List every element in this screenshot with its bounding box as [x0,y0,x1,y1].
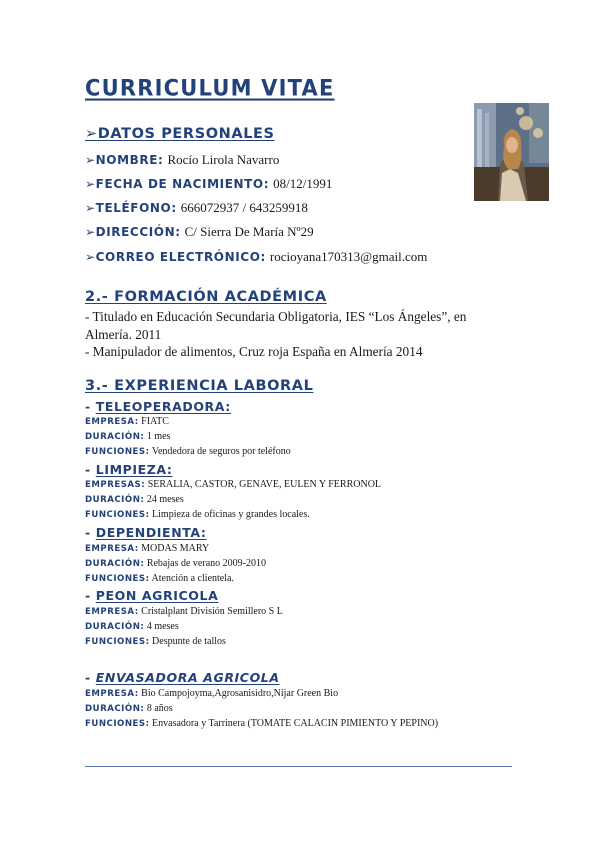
education-item: - Manipulador de alimentos, Cruz roja España en Almería 2014 [85,344,423,359]
job-row [85,703,173,714]
field-birthdate-value: 08/12/1991 [273,176,333,191]
job-row-value: 1 mes [146,431,171,442]
job-row-value: Despunte de tallos [152,636,226,647]
job-row-value: Vendedora de seguros por teléfono [151,446,291,457]
job-row [85,416,169,427]
job-row-value: Atención a clientela. [151,573,234,584]
job-row [85,479,381,490]
job-row-value: Envasadora y Tarrinera (TOMATE CALACIN PIMIENTO Y PEPINO) [152,718,439,729]
job-title-text: ENVASADORA AGRICOLA [95,670,280,685]
profile-photo-image [474,103,549,201]
job-row-key: FUNCIONES: [85,719,150,729]
job-row-key: FUNCIONES: [85,447,150,457]
field-phone-value: 666072937 / 643259918 [180,200,308,215]
job-row-key: EMPRESA: [85,544,139,554]
job-row-value: Bio Campojoyma,Agrosanisidro,Nijar Green Bio [141,688,339,699]
job-title: - PEON AGRICOLA [85,588,219,603]
job-row-key: DURACIÓN: [85,704,145,714]
job-row-key: EMPRESAS: [85,480,146,490]
job-row-key: EMPRESA: [85,689,139,699]
field-email [85,248,427,266]
job-row-key: FUNCIONES: [85,574,150,584]
job-title: - LIMPIEZA: [85,462,173,477]
job-row-key: DURACIÓN: [85,432,145,442]
job-row-value: 8 años [146,703,173,714]
job-row-value: SERALIA, CASTOR, GENAVE, EULEN Y FERRONOL [147,479,382,490]
job-row-key: DURACIÓN: [85,495,145,505]
field-birthdate [85,175,332,193]
profile-photo [474,103,549,201]
job-row [85,509,310,520]
job-row-value: FIATC [141,416,169,427]
job-title: - ENVASADORA AGRICOLA [85,670,280,685]
job-title-text: LIMPIEZA: [95,462,173,477]
job-title-text: DEPENDIENTA: [95,525,207,540]
personal-heading: ➢DATOS PERSONALES [85,126,275,142]
job-row-value: 24 meses [146,494,184,505]
job-row-key: FUNCIONES: [85,637,150,647]
job-row-value: MODAS MARY [141,543,210,554]
job-row [85,431,170,442]
experience-heading: 3.- EXPERIENCIA LABORAL [85,378,314,394]
job-row-value: Limpieza de oficinas y grandes locales. [152,509,310,520]
field-phone [85,199,308,217]
job-title-text: PEON AGRICOLA [95,588,219,603]
job-row-key: EMPRESA: [85,607,139,617]
job-row [85,718,438,729]
field-address-value: C/ Sierra De María Nº29 [184,224,314,239]
field-address [85,223,314,241]
education-heading: 2.- FORMACIÓN ACADÉMICA [85,289,327,305]
field-address-label: ➢DIRECCIÓN: [85,225,181,239]
job-row-value: Cristalplant División Semillero S L [141,606,283,617]
job-row [85,606,283,617]
field-name-value: Rocío Lirola Navarro [167,152,280,167]
job-row-key: DURACIÓN: [85,559,145,569]
job-row-key: EMPRESA: [85,417,139,427]
job-row [85,688,338,699]
page-title: CURRICULUM VITAE [85,75,335,101]
footer-divider [85,766,512,767]
job-row [85,636,226,647]
field-email-value: rocioyana170313@gmail.com [269,249,428,264]
field-phone-label: ➢TELÉFONO: [85,201,177,215]
field-email-label: ➢CORREO ELECTRÓNICO: [85,250,266,264]
job-title-text: TELEOPERADORA: [95,399,231,414]
job-row [85,621,179,632]
job-row [85,543,209,554]
job-row [85,573,234,584]
job-row-value: 4 meses [146,621,179,632]
job-row-key: FUNCIONES: [85,510,150,520]
field-birthdate-label: ➢FECHA DE NACIMIENTO: [85,177,270,191]
job-row-key: DURACIÓN: [85,622,145,632]
field-name [85,151,279,169]
job-row [85,446,291,457]
education-item: - Titulado en Educación Secundaria Obligatoria, IES “Los Ángeles”, en Almería. 2011 [85,309,467,342]
job-title: - DEPENDIENTA: [85,525,207,540]
job-row-value: Rebajas de verano 2009-2010 [146,558,266,569]
job-row [85,558,266,569]
job-row [85,494,184,505]
field-name-label: ➢NOMBRE: [85,153,164,167]
job-title: - TELEOPERADORA: [85,399,231,414]
